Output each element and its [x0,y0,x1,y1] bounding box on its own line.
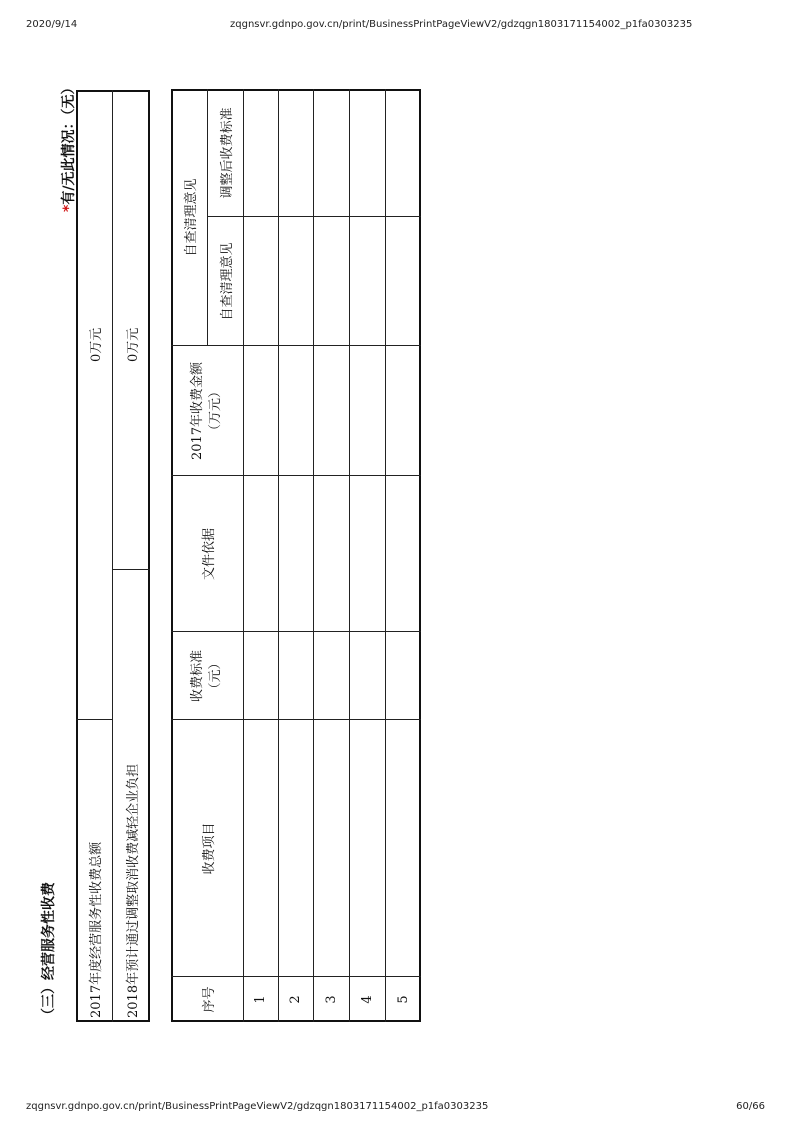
header-fee-standard [171,632,243,720]
header-fee-standard-line1: 收费标准 [190,650,205,703]
header-self-review: 自查清理意见 [183,178,199,257]
header-2017-amount-line1: 2017年收费金额 [190,361,205,461]
required-star: * [61,204,77,212]
print-url-header: zqgnsvr.gdnpo.gov.cn/print/BusinessPrintPageViewV2/gdzqgn1803171154002_p1fa0303235 [230,19,693,30]
row-line-1 [278,89,279,1022]
summary-value-2017-total: 0万元 [89,327,104,362]
header-seq: 序号 [201,986,217,1013]
row-line-4 [385,89,386,1022]
header-bottom-line [243,89,244,1022]
row-line-3 [349,89,350,1022]
print-date: 2020/9/14 [26,19,78,30]
situation-notice [58,81,78,212]
table-row-seq: 2 [288,995,303,1004]
situation-notice-text: 有/无此情况：（无） [61,80,77,205]
header-2017-amount [171,346,243,476]
header-2017-amount-line2: （万元） [208,385,223,438]
table-row-seq: 1 [253,995,268,1004]
header-review-opinion: 自查清理意见 [219,242,235,321]
section-title: （三）经营服务性收费 [41,882,57,1022]
summary-col-divider-1 [76,90,113,720]
table-row-seq: 5 [395,995,411,1004]
summary-value-2018-reduction: 0万元 [126,327,141,362]
header-document-basis: 文件依据 [201,528,217,581]
table-row-seq: 4 [359,995,375,1004]
header-adjusted-standard: 调整后收费标准 [219,107,235,199]
header-fee-item: 收费项目 [201,822,217,875]
summary-label-2018-reduction: 2018年预计通过调整取消收费减轻企业负担 [126,763,141,1018]
page-number: 60/66 [736,1101,765,1112]
table-row-seq: 3 [323,995,339,1004]
summary-label-2017-total: 2017年度经营服务性收费总额 [89,841,104,1018]
header-fee-standard-line2: （元） [208,656,223,696]
print-url-footer: zqgnsvr.gdnpo.gov.cn/print/BusinessPrintPageViewV2/gdzqgn1803171154002_p1fa0303235 [26,1101,489,1112]
row-line-2 [313,89,314,1022]
